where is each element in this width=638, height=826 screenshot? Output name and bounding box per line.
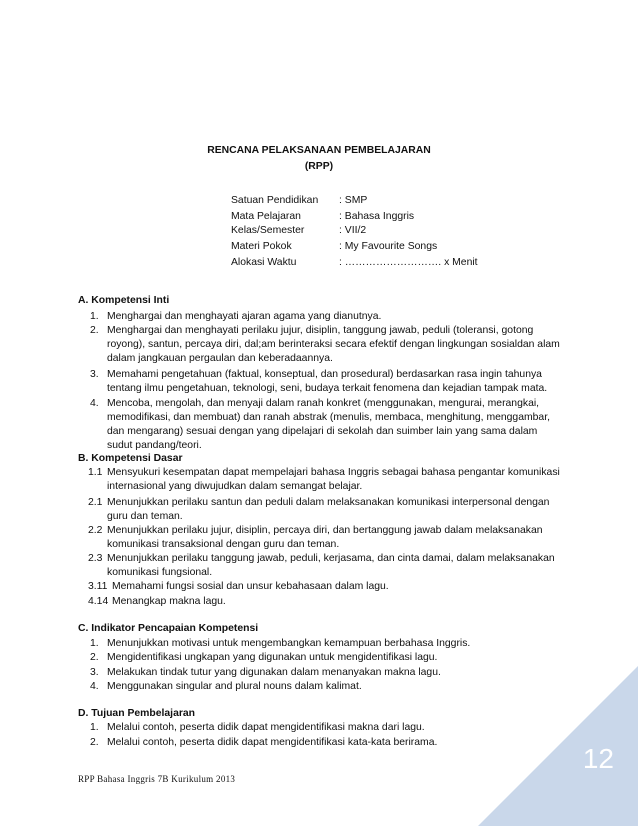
item-text: Memahami pengetahuan (faktual, konseptual, dan prosedural) berdasarkan rasa ingin tahunya tentang ilmu pengetahuan, teknologi, seni, budaya terkait fenomena dan kejadian tampak mata.	[107, 369, 548, 394]
item-text: Mencoba, mengolah, dan menyaji dalam ranah konkret (menggunakan, mengurai, merangkai, memodifikasi, dan membuat) dan ranah abstrak (menulis, membaca, menghitung, menggambar, dan mengarang) sesuai dengan yang dipelajari di sekolah dan suimber lain yang sama dalam sudut pandang/teori.	[107, 398, 550, 451]
meta-value: : SMP	[339, 195, 368, 206]
meta-value: : ………………………. x Menit	[339, 257, 478, 268]
item-text: Menghargai dan menghayati perilaku jujur, disiplin, tanggung jawab, peduli (toleransi, gotong royong), santun, percaya diri, dal;am berinteraksi secara efektif dengan lingkungan sosialdan alam dalam jangkauan pergaulan dan keberadaannya.	[107, 325, 560, 364]
item-number: 3.	[90, 369, 99, 380]
meta-value: : Bahasa Inggris	[339, 211, 415, 222]
item-number: 2.	[90, 325, 99, 336]
meta-label: Materi Pokok	[231, 241, 292, 252]
item-number: 2.3	[88, 553, 103, 564]
meta-label: Alokasi Waktu	[231, 257, 297, 268]
item-text: Melalui contoh, peserta didik dapat mengidentifikasi makna dari lagu.	[107, 722, 425, 733]
meta-label: Kelas/Semester	[231, 225, 305, 236]
list-item	[88, 466, 566, 494]
item-number: 1.1	[88, 467, 103, 478]
list-item	[90, 310, 565, 324]
item-number: 1.	[90, 311, 99, 322]
item-number: 1.	[90, 722, 99, 733]
item-text: Melalui contoh, peserta didik dapat mengidentifikasi kata-kata berirama.	[107, 737, 438, 748]
meta-label: Satuan Pendidikan	[231, 195, 319, 206]
section-b-title: B. Kompetensi Dasar	[78, 453, 183, 464]
item-text: Menunjukkan perilaku tanggung jawab, peduli, kerjasama, dan cinta damai, dalam melaksanakan komunikasi fungsional.	[107, 553, 555, 578]
list-item	[90, 637, 565, 651]
item-number: 3.	[90, 667, 99, 678]
list-item	[90, 368, 565, 396]
section-d-title: D. Tujuan Pembelajaran	[78, 708, 196, 719]
item-text: Melakukan tindak tutur yang digunakan dalam menanyakan makna lagu.	[107, 667, 441, 678]
meta-value: : My Favourite Songs	[339, 241, 438, 252]
item-text: Memahami fungsi sosial dan unsur kebahasaan dalam lagu.	[112, 581, 389, 592]
meta-value: : VII/2	[339, 225, 367, 236]
section-c-title: C. Indikator Pencapaian Kompetensi	[78, 623, 259, 634]
page-number: 12	[582, 743, 614, 774]
item-number: 2.	[90, 737, 99, 748]
item-text: Mengidentifikasi ungkapan yang digunakan untuk mengidentifikasi lagu.	[107, 652, 438, 663]
corner-triangle-decoration	[478, 666, 638, 826]
item-text: Menunjukkan perilaku santun dan peduli dalam melaksanakan komunikasi interpersonal dengan guru dan teman.	[107, 497, 550, 522]
list-item	[88, 524, 566, 552]
item-number: 2.	[90, 652, 99, 663]
item-number: 1.	[90, 638, 99, 649]
meta-row-alokasi	[231, 256, 591, 272]
item-number: 4.	[90, 398, 99, 409]
item-number: 3.11	[88, 581, 108, 592]
item-text: Menunjukkan perilaku jujur, disiplin, percaya diri, dan bertanggung jawab dalam melaksanakan komunikasi transaksional dengan guru dan teman.	[107, 525, 543, 550]
item-text: Menangkap makna lagu.	[112, 596, 226, 607]
item-number: 4.	[90, 681, 99, 692]
meta-row-materi	[231, 240, 591, 256]
item-text: Menghargai dan menghayati ajaran agama yang dianutnya.	[107, 311, 382, 322]
item-number: 4.14	[88, 596, 109, 607]
item-number: 2.2	[88, 525, 103, 536]
section-a-title: A. Kompetensi Inti	[78, 295, 170, 306]
list-item	[88, 552, 566, 580]
list-item	[88, 496, 566, 524]
meta-row-satuan	[231, 194, 591, 210]
list-item	[90, 651, 565, 665]
footer-text: RPP Bahasa Inggris 7B Kurikulum 2013	[78, 774, 236, 784]
item-text: Menunjukkan motivasi untuk mengembangkan kemampuan berbahasa Inggris.	[107, 638, 471, 649]
list-item	[90, 397, 565, 453]
meta-label: Mata Pelajaran	[231, 211, 301, 222]
meta-row-kelas	[231, 224, 591, 240]
document-subtitle: (RPP)	[304, 161, 334, 172]
item-number: 2.1	[88, 497, 103, 508]
list-item	[88, 595, 566, 609]
document-title: RENCANA PELAKSANAAN PEMBELAJARAN	[207, 145, 431, 156]
item-text: Menggunakan singular and plural nouns dalam kalimat.	[107, 681, 362, 692]
list-item	[90, 324, 565, 366]
list-item	[88, 580, 566, 594]
item-text: Mensyukuri kesempatan dapat mempelajari bahasa Inggris sebagai bahasa pengantar komunikasi internasional yang diwujudkan dalam semangat belajar.	[107, 467, 560, 492]
